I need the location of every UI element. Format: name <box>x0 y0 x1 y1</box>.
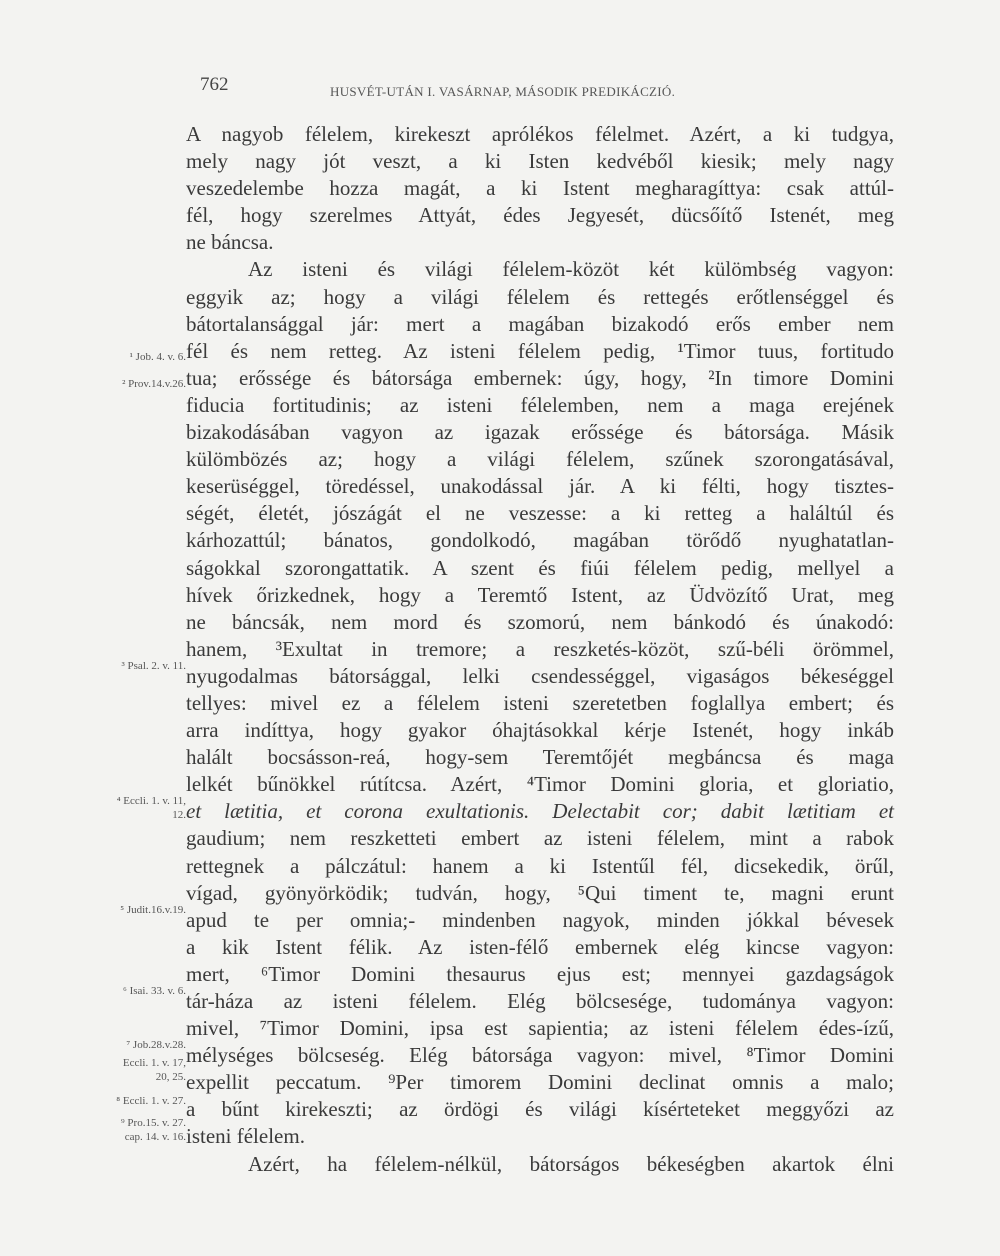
text-line: bizakodásában vagyon az igazak erőssége és bátorsága. Másik <box>186 420 894 445</box>
text-line: bátortalansággal jár: mert a magában bizakodó erős ember nem <box>186 311 894 336</box>
margin-reference: ⁷ Job.28.v.28. <box>126 1039 186 1051</box>
text-line: et lætitia, et corona exultationis. Delectabit cor; dabit lætitiam et <box>186 799 894 824</box>
text-line: fél és nem retteg. Az isteni félelem pedig, ¹Timor tuus, fortitudo <box>186 338 894 363</box>
text-line: mivel, ⁷Timor Domini, ipsa est sapientia; az isteni félelem édes-ízű, <box>186 1016 894 1041</box>
margin-reference: 20, 25. <box>155 1071 186 1083</box>
text-line: rettegnek a pálczátul: hanem a ki Istentűl fél, dicsekedik, örűl, <box>186 853 894 878</box>
text-line: vígad, gyönyörködik; tudván, hogy, ⁵Qui timent te, magni erunt <box>186 880 894 905</box>
text-line: mely nagy jót veszt, a ki Isten kedvéből kiesik; mely nagy <box>186 149 894 174</box>
text-line: ne báncsák, nem mord és szomorú, nem bánkodó és únakodó: <box>186 609 894 634</box>
text-line: arra indíttya, hogy gyakor óhajtásokkal kérje Istenét, hogy inkáb <box>186 718 894 743</box>
text-line: tua; erőssége és bátorsága embernek: úgy, hogy, ²In timore Domini <box>186 365 894 390</box>
margin-reference: ¹ Job. 4. v. 6. <box>129 351 186 363</box>
margin-reference: ³ Psal. 2. v. 11. <box>121 660 186 672</box>
text-line: ségét, életét, jószágát el ne veszesse: a ki retteg a haláltúl és <box>186 501 894 526</box>
text-line: Az isteni és világi félelem-közöt két külömbség vagyon: <box>248 257 894 282</box>
margin-reference: 12. <box>172 809 186 821</box>
text-line: ságokkal szorongattatik. A szent és fiúi félelem pedig, mellyel a <box>186 555 894 580</box>
text-line: gaudium; nem reszketteti embert az isteni félelem, mint a rabok <box>186 826 894 851</box>
text-line: isteni félelem. <box>186 1124 305 1149</box>
text-line: kárhozattúl; bánatos, gondolkodó, magában törődő nyughatatlan- <box>186 528 894 553</box>
margin-reference: Eccli. 1. v. 17, <box>122 1057 186 1069</box>
text-line: veszedelembe hozza magát, a ki Istent megharagíttya: csak attúl- <box>186 176 894 201</box>
text-line: a kik Istent félik. Az isten-félő embernek elég kincse vagyon: <box>186 934 894 959</box>
text-line: nyugodalmas bátorsággal, lelki csendességgel, vigaságos békeséggel <box>186 663 894 688</box>
margin-reference: ⁹ Pro.15. v. 27. <box>120 1117 186 1129</box>
text-line: fél, hogy szerelmes Attyát, édes Jegyesét, dücsőítő Istenét, meg <box>186 203 894 228</box>
text-line: hívek őrizkednek, hogy a Teremtő Istent, az Üdvözítő Urat, meg <box>186 582 894 607</box>
margin-reference: cap. 14. v. 16. <box>124 1131 186 1143</box>
margin-reference: ⁴ Eccli. 1. v. 11, <box>116 795 186 807</box>
text-line: Azért, ha félelem-nélkül, bátorságos békeségben akartok élni <box>248 1151 894 1176</box>
text-line: halált bocsásson-reá, hogy-sem Teremtőjét megbáncsa és maga <box>186 745 894 770</box>
page-header <box>200 74 900 104</box>
margin-reference: ² Prov.14.v.26. <box>122 378 186 390</box>
margin-reference: ⁵ Judit.16.v.19. <box>120 904 186 916</box>
text-line: tár-háza az isteni félelem. Elég bölcsesége, tudománya vagyon: <box>186 989 894 1013</box>
text-line: ne báncsa. <box>186 230 274 255</box>
text-line: tellyes: mivel ez a félelem isteni szeretetben foglallya embert; és <box>186 690 894 715</box>
text-line: mélységes bölcseség. Elég bátorsága vagyon: mivel, ⁸Timor Domini <box>186 1043 894 1068</box>
text-line: keserüséggel, töredéssel, unakodással jár. A ki félti, hogy tisztes- <box>186 474 894 499</box>
body-text <box>186 121 894 1178</box>
page-number: 762 <box>200 74 229 95</box>
text-line: expellit peccatum. ⁹Per timorem Domini declinat omnis a malo; <box>186 1070 894 1095</box>
text-line: hanem, ³Exultat in tremore; a reszketés-közöt, szű-béli örömmel, <box>186 636 894 661</box>
text-line: fiducia fortitudinis; az isteni félelemben, nem a maga erejének <box>186 392 894 417</box>
text-line: eggyik az; hogy a világi félelem és rettegés erőtlenséggel és <box>186 284 894 309</box>
margin-reference: ⁸ Eccli. 1. v. 27. <box>116 1095 186 1107</box>
text-line: a bűnt kirekeszti; az ördögi és világi kísérteteket meggyőzi az <box>186 1097 894 1122</box>
text-line: külömbözés az; hogy a világi félelem, szűnek szorongatásával, <box>186 447 894 472</box>
margin-reference: ⁶ Isai. 33. v. 6. <box>122 985 186 997</box>
running-head: HUSVÉT-UTÁN I. VASÁRNAP, MÁSODIK PREDIKÁCZIÓ. <box>330 84 676 99</box>
text-line: lelkét bűnökkel rútítcsa. Azért, ⁴Timor Domini gloria, et gloriatio, <box>186 772 894 797</box>
text-line: apud te per omnia;- mindenben nagyok, minden jókkal bévesek <box>186 907 894 932</box>
text-line: A nagyob félelem, kirekeszt aprólékos félelmet. Azért, a ki tudgya, <box>186 122 894 146</box>
text-line: mert, ⁶Timor Domini thesaurus ejus est; mennyei gazdagságok <box>186 961 894 986</box>
